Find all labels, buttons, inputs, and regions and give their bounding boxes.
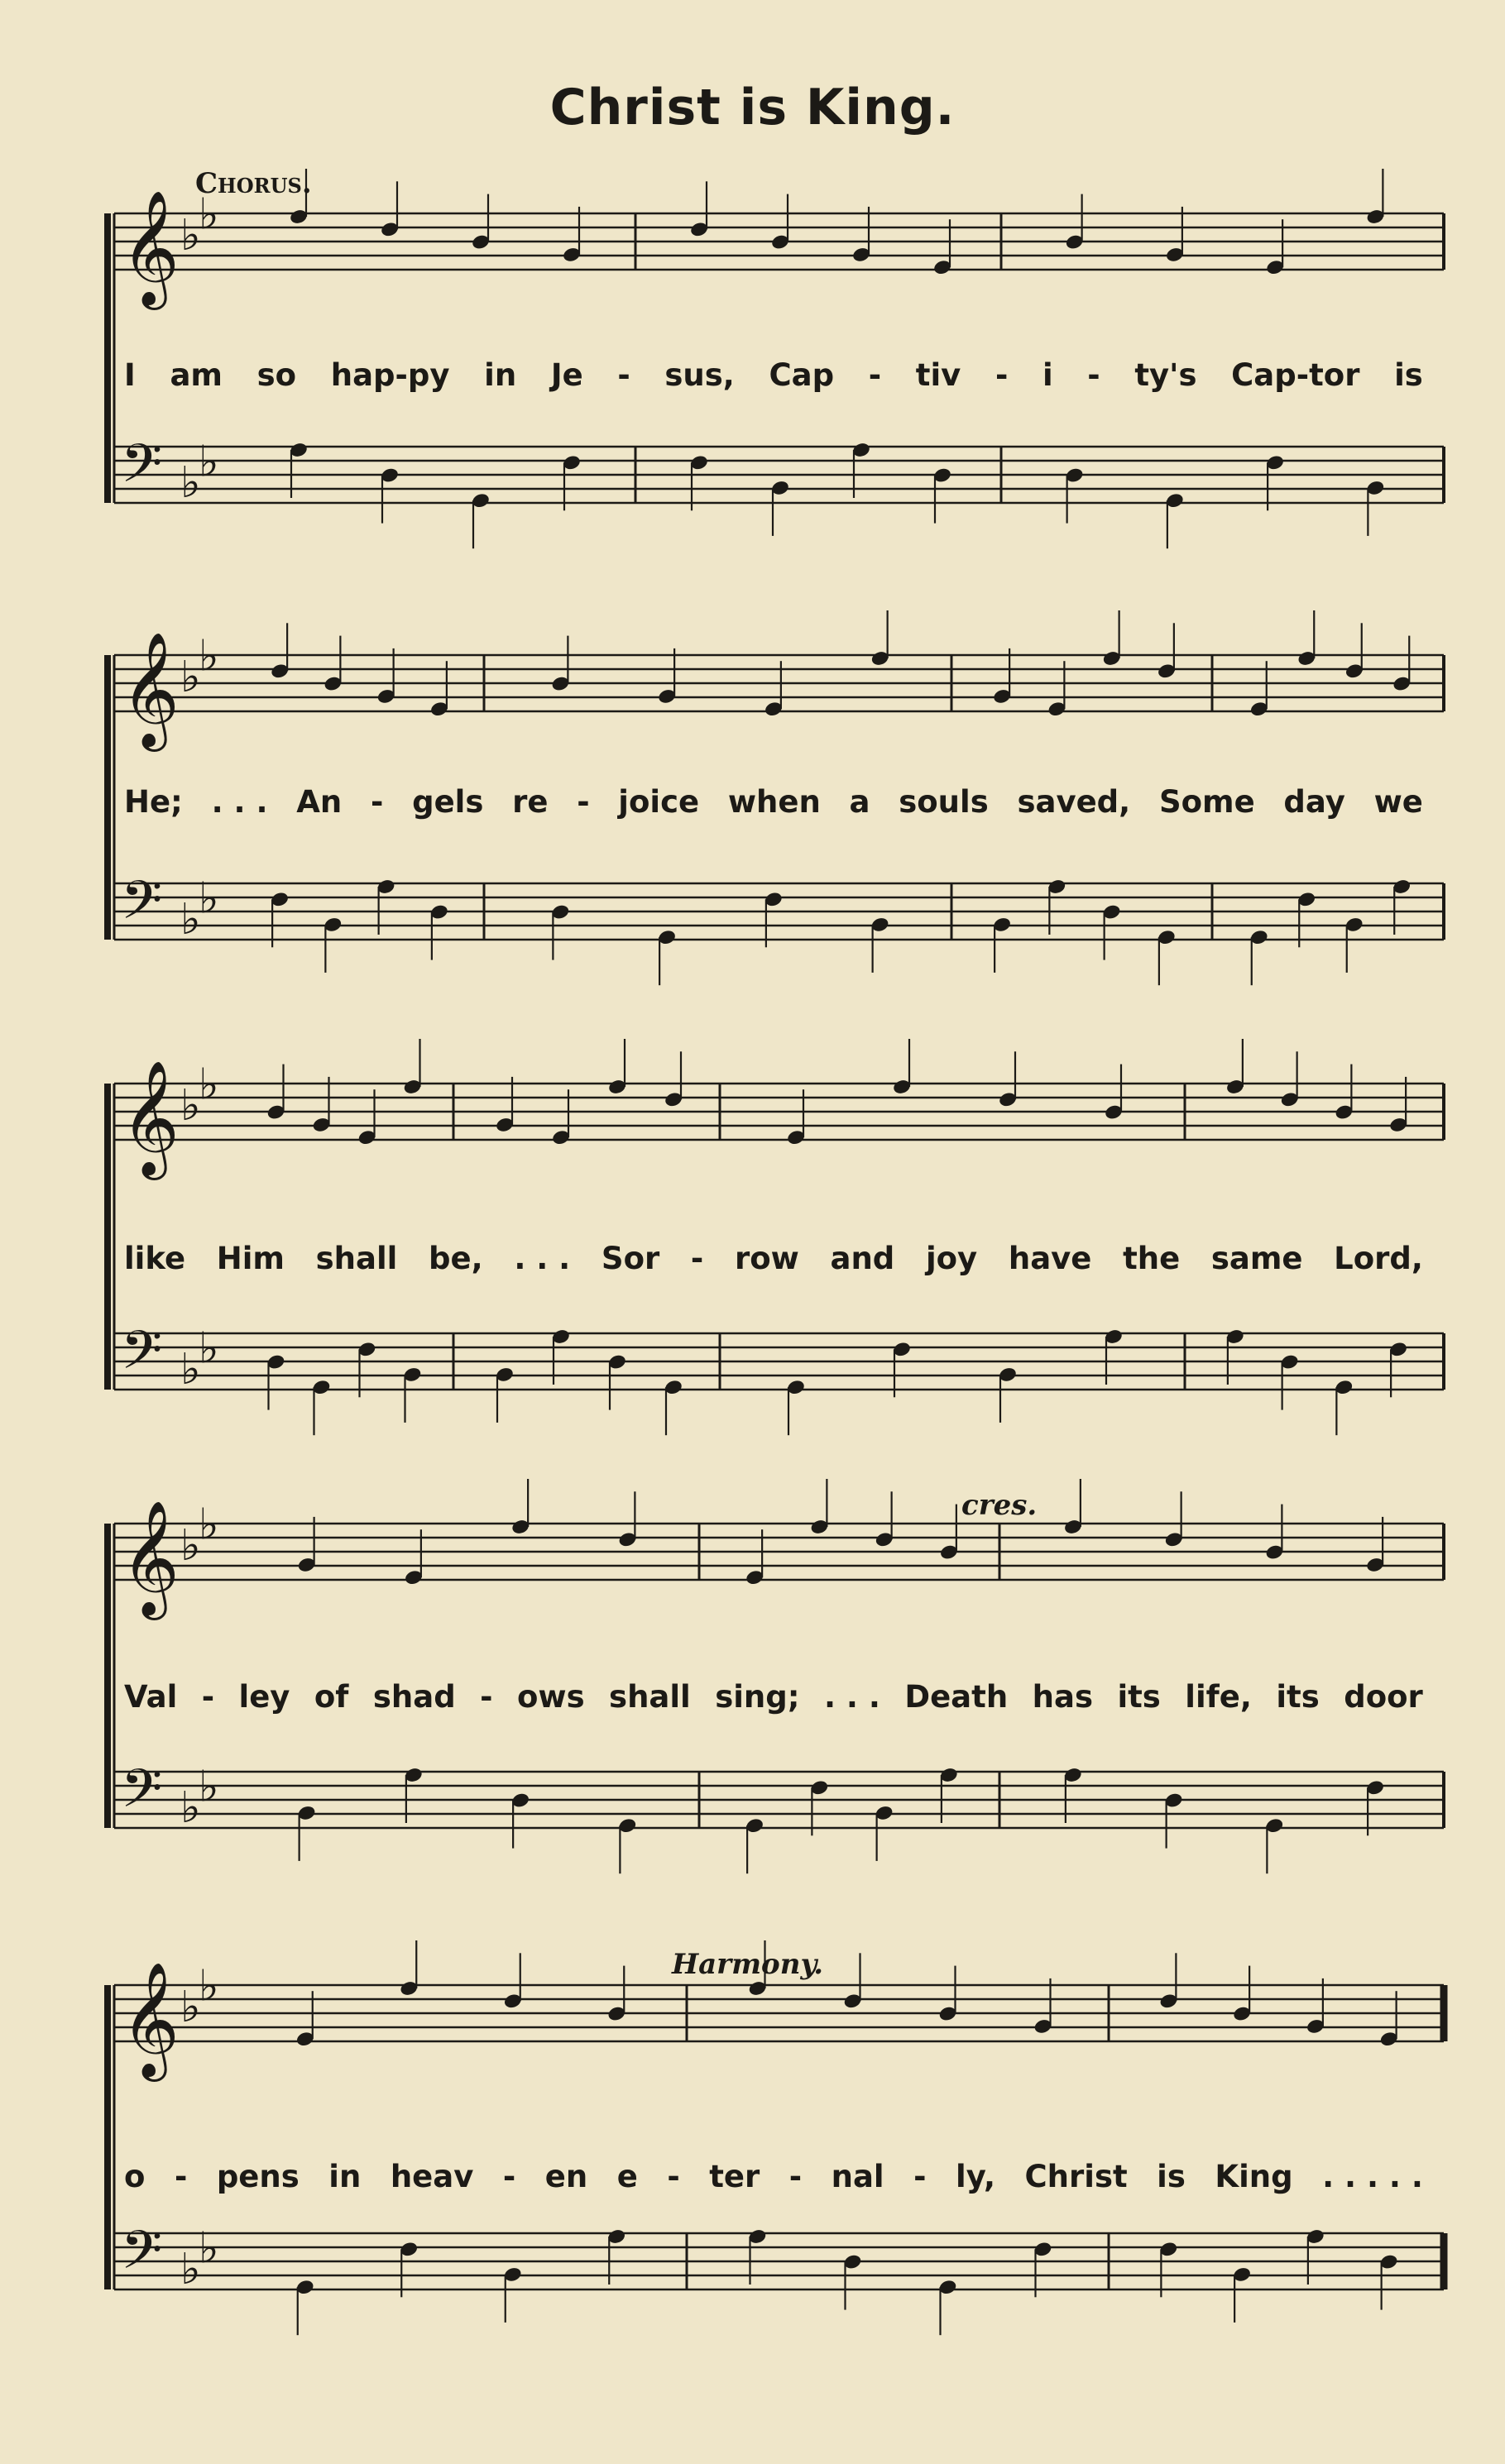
- harmony-marking: Harmony.: [672, 1948, 824, 1981]
- lyrics-line-3: [124, 1241, 1423, 1276]
- flat-icon: ♭: [199, 873, 219, 924]
- lyric-syllable: tiv: [915, 357, 961, 393]
- flat-icon: ♭: [180, 2245, 201, 2294]
- lyric-syllable: sing;: [715, 1679, 800, 1715]
- treble-clef-icon: 𝄞: [121, 1962, 180, 2077]
- cres-marking: cres.: [961, 1489, 1038, 1522]
- flat-icon: ♭: [199, 1060, 219, 1110]
- flat-icon: ♭: [199, 1961, 219, 2012]
- lyric-syllable: . . .: [514, 1241, 571, 1276]
- lyrics-line-1: [124, 357, 1423, 393]
- lyric-syllable: shad: [372, 1679, 456, 1715]
- flat-icon: ♭: [199, 189, 219, 240]
- lyric-syllable: heav: [390, 2159, 474, 2194]
- lyric-syllable: ly,: [956, 2159, 995, 2194]
- bass-clef-icon: 𝄢: [121, 433, 163, 508]
- hymn-title: Christ is King.: [549, 79, 956, 136]
- lyric-syllable: -: [690, 1241, 704, 1276]
- treble-clef-icon: 𝄞: [121, 632, 180, 747]
- lyric-syllable: King: [1215, 2159, 1293, 2194]
- flat-icon: ♭: [180, 1983, 201, 2032]
- flat-icon: ♭: [199, 437, 219, 487]
- bass-clef-icon: 𝄢: [121, 870, 163, 945]
- system-bracket: [104, 1985, 111, 2289]
- lyric-syllable: -: [174, 2159, 188, 2194]
- lyric-syllable: . . .: [823, 1679, 880, 1715]
- lyric-syllable: souls: [899, 784, 989, 820]
- lyric-syllable: -: [617, 357, 630, 393]
- lyric-syllable: Some: [1158, 784, 1255, 820]
- lyrics-line-4: [124, 1679, 1423, 1715]
- flat-icon: ♭: [180, 895, 201, 945]
- lyric-syllable: He;: [124, 784, 183, 820]
- lyric-syllable: in: [328, 2159, 362, 2194]
- lyric-syllable: re: [512, 784, 549, 820]
- lyric-syllable: same: [1210, 1241, 1303, 1276]
- lyric-syllable: of: [314, 1679, 349, 1715]
- lyric-syllable: shall: [609, 1679, 691, 1715]
- chorus-label: Chorus.: [195, 167, 312, 200]
- lyric-syllable: -: [201, 1679, 215, 1715]
- flat-icon: ♭: [180, 458, 201, 508]
- lyric-syllable: -: [788, 2159, 803, 2194]
- flat-icon: ♭: [199, 1500, 219, 1550]
- flat-icon: ♭: [199, 1762, 219, 1812]
- flat-icon: ♭: [180, 1345, 201, 1395]
- lyric-syllable: ley: [238, 1679, 290, 1715]
- lyric-syllable: ows: [516, 1679, 585, 1715]
- lyrics-line-5: [124, 2159, 1423, 2194]
- treble-clef-icon: 𝄞: [121, 190, 180, 305]
- lyric-syllable: life,: [1185, 1679, 1252, 1715]
- lyric-syllable: door: [1344, 1679, 1423, 1715]
- lyric-syllable: is: [1157, 2159, 1186, 2194]
- lyric-syllable: -: [370, 784, 384, 820]
- lyric-syllable: be,: [429, 1241, 483, 1276]
- flat-icon: ♭: [180, 211, 201, 261]
- lyric-syllable: Christ: [1024, 2159, 1128, 2194]
- lyric-syllable: Him: [216, 1241, 285, 1276]
- flat-icon: ♭: [180, 1521, 201, 1571]
- lyric-syllable: . . . . .: [1322, 2159, 1423, 2194]
- lyric-syllable: Sor: [601, 1241, 660, 1276]
- lyric-syllable: gels: [412, 784, 484, 820]
- lyric-syllable: o: [124, 2159, 146, 2194]
- lyrics-line-2: [124, 784, 1423, 820]
- lyric-syllable: joice: [618, 784, 700, 820]
- lyric-syllable: . . .: [211, 784, 268, 820]
- lyric-syllable: am: [170, 357, 223, 393]
- lyric-syllable: saved,: [1017, 784, 1131, 820]
- lyric-syllable: and: [830, 1241, 895, 1276]
- lyric-syllable: Je: [550, 357, 583, 393]
- bass-clef-icon: 𝄢: [121, 2220, 163, 2294]
- lyric-syllable: -: [1087, 357, 1100, 393]
- lyric-syllable: -: [480, 1679, 493, 1715]
- flat-icon: ♭: [199, 2223, 219, 2274]
- lyric-syllable: pens: [216, 2159, 300, 2194]
- lyric-syllable: row: [734, 1241, 799, 1276]
- lyric-syllable: An: [296, 784, 343, 820]
- lyric-syllable: like: [124, 1241, 186, 1276]
- lyric-syllable: sus,: [664, 357, 735, 393]
- lyric-syllable: its: [1276, 1679, 1320, 1715]
- system-bracket: [104, 1084, 111, 1390]
- system-bracket: [104, 213, 111, 503]
- lyric-syllable: nal: [831, 2159, 884, 2194]
- lyric-syllable: is: [1394, 357, 1423, 393]
- lyric-syllable: -: [995, 357, 1009, 393]
- flat-icon: ♭: [180, 1081, 201, 1131]
- lyric-syllable: so: [256, 357, 297, 393]
- lyric-syllable: hap-py: [330, 357, 450, 393]
- treble-clef-icon: 𝄞: [121, 1060, 180, 1175]
- lyric-syllable: en: [544, 2159, 588, 2194]
- lyric-syllable: has: [1032, 1679, 1093, 1715]
- lyric-syllable: -: [502, 2159, 516, 2194]
- lyric-syllable: -: [577, 784, 590, 820]
- lyric-syllable: Cap-tor: [1231, 357, 1360, 393]
- lyric-syllable: joy: [925, 1241, 978, 1276]
- lyric-syllable: Lord,: [1334, 1241, 1423, 1276]
- lyric-syllable: I: [124, 357, 136, 393]
- lyric-syllable: -: [913, 2159, 927, 2194]
- flat-icon: ♭: [180, 1783, 201, 1833]
- bass-clef-icon: 𝄢: [121, 1320, 163, 1395]
- lyric-syllable: Val: [124, 1679, 178, 1715]
- lyric-syllable: the: [1123, 1241, 1181, 1276]
- lyric-syllable: have: [1008, 1241, 1092, 1276]
- lyric-syllable: its: [1117, 1679, 1161, 1715]
- lyric-syllable: in: [484, 357, 517, 393]
- lyric-syllable: Cap: [769, 357, 835, 393]
- lyric-syllable: e: [616, 2159, 638, 2194]
- lyric-syllable: Death: [904, 1679, 1009, 1715]
- lyric-syllable: ty's: [1134, 357, 1197, 393]
- bass-clef-icon: 𝄢: [121, 1758, 163, 1833]
- system-bracket: [104, 1524, 111, 1828]
- flat-icon: ♭: [199, 1323, 219, 1374]
- flat-icon: ♭: [199, 631, 219, 682]
- lyric-syllable: when: [727, 784, 821, 820]
- treble-clef-icon: 𝄞: [121, 1500, 180, 1615]
- flat-icon: ♭: [180, 653, 201, 702]
- lyric-syllable: i: [1042, 357, 1053, 393]
- lyric-syllable: ter: [709, 2159, 760, 2194]
- lyric-syllable: -: [868, 357, 882, 393]
- lyric-syllable: a: [849, 784, 870, 820]
- lyric-syllable: shall: [315, 1241, 398, 1276]
- lyric-syllable: -: [667, 2159, 680, 2194]
- system-bracket: [104, 655, 111, 940]
- lyric-syllable: day: [1283, 784, 1345, 820]
- lyric-syllable: we: [1373, 784, 1423, 820]
